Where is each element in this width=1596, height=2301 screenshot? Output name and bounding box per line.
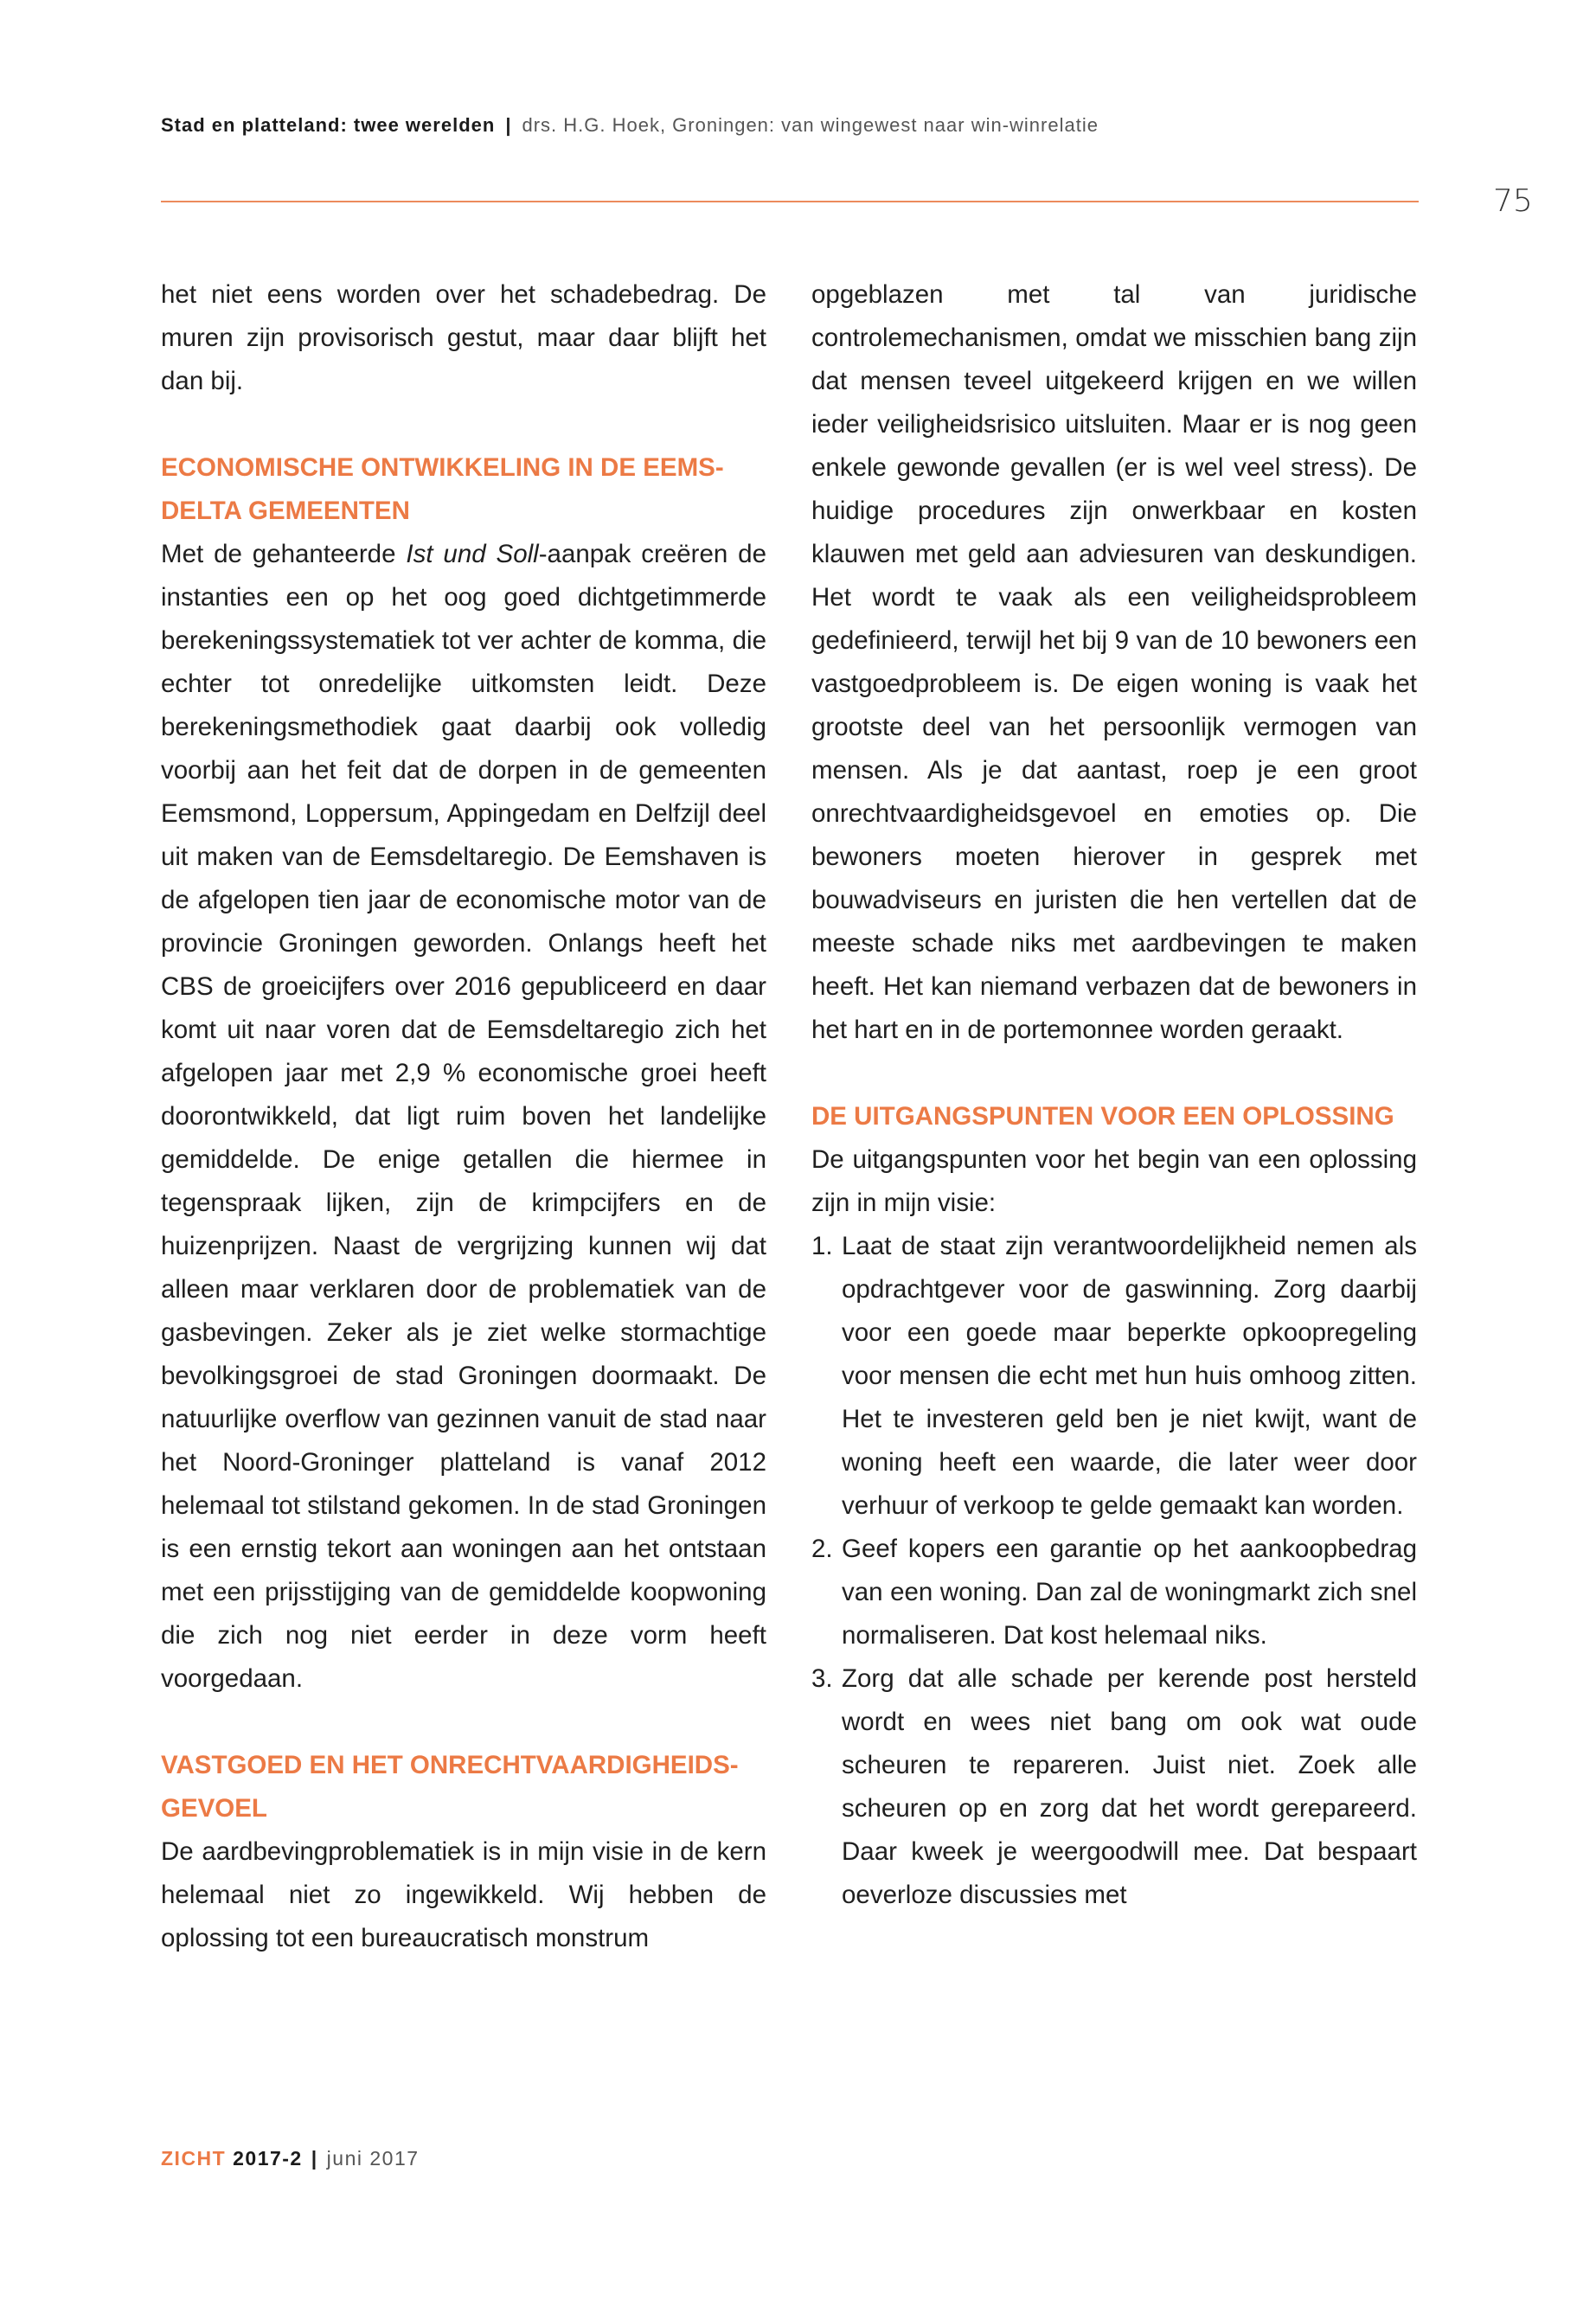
- heading-line: ECONOMISCHE ONTWIKKELING IN DE EEMS-: [161, 453, 724, 482]
- heading-line: GEVOEL: [161, 1794, 267, 1823]
- article-title: drs. H.G. Hoek, Groningen: van wingewest naar win-winrelatie: [522, 114, 1099, 136]
- section-paragraph-economic: [161, 533, 766, 1701]
- footer: [161, 2147, 420, 2170]
- text-run: -aanpak creëren de instanties een op het oog goed dichtgetimmerde berekeningssystematiek tot ver achter de komma, die echter tot onredelijke uitkomsten leidt. Deze berekeningsmethodiek gaat daarbij ook volledig voorbij aan het feit dat de dorpen in de gemeenten Eemsmond, Loppersum, Appingedam en Delfzijl deel uit maken van de Eemsdeltaregio. De Eemshaven is de afgelopen tien jaar de economische motor van de provincie Groningen geworden. Onlangs heeft het CBS de groeicijfers over 2016 gepubliceerd en daar komt uit naar voren dat de Eemsdeltaregio zich het afgelopen jaar met 2,9 % economische groei heeft doorontwikkeld, dat ligt ruim boven het landelijke gemiddelde. De enige getallen die hiermee in tegenspraak lijken, zijn de krimpcijfers en de huizenprijzen. Naast de vergrijzing kunnen wij dat alleen maar verklaren door de problematiek van de gasbevingen. Zeker als je ziet welke stormachtige bevolkingsgroei de stad Groningen doormaakt. De natuurlijke overflow van gezinnen vanuit de stad naar het Noord-Groninger platteland is vanaf 2012 helemaal tot stilstand gekomen. In de stad Groningen is een ernstig tekort aan woningen aan het ontstaan met een prijsstijging van de gemiddelde koopwoning die zich nog niet eerder in deze vorm heeft voorgedaan.: [161, 540, 766, 1693]
- running-header: [161, 114, 1424, 137]
- text-run: Met de gehanteerde: [161, 540, 407, 568]
- issue-date: juni 2017: [326, 2147, 420, 2170]
- continuation-paragraph: opgeblazen met tal van juridische controlemechanismen, omdat we misschien bang zijn dat mensen teveel uitgekeerd krijgen en we willen ieder veiligheidsrisico uitsluiten. Maar er is nog geen enkele gewonde gevallen (er is wel veel stress). De huidige procedures zijn onwerkbaar en kosten klauwen met geld aan adviesuren van deskundigen. Het wordt te vaak als een veiligheidsprobleem gedefinieerd, terwijl het bij 9 van de 10 bewoners een vastgoedprobleem is. De eigen woning is vaak het grootste deel van het persoonlijk vermogen van mensen. Als je dat aantast, roep je een groot onrechtvaardigheidsgevoel en emoties op. Die bewoners moeten hierover in gesprek met bouwadviseurs en juristen die hen vertellen dat de meeste schade niks met aardbevingen te maken heeft. Het kan niemand verbazen dat de bewoners in het hart en in de portemonnee worden geraakt.: [811, 280, 1417, 1044]
- list-number: 2.: [811, 1535, 833, 1563]
- magazine-brand: ZICHT: [161, 2147, 227, 2170]
- footer-separator: |: [311, 2147, 318, 2170]
- section-heading-economic: [161, 446, 766, 533]
- series-title: Stad en platteland: twee werelden: [161, 114, 496, 136]
- list-item: [811, 1528, 1417, 1657]
- italic-term: Ist und Soll: [406, 540, 539, 568]
- heading-line: VASTGOED EN HET ONRECHTVAARDIGHEIDS-: [161, 1751, 739, 1779]
- section-paragraph-property: De aardbevingproblematiek is in mijn visie in de kern helemaal niet zo ingewikkeld. Wij hebben de oplossing tot een bureaucratisch monstrum: [161, 1837, 766, 1952]
- section-heading-property: [161, 1744, 766, 1830]
- intro-paragraph: het niet eens worden over het schadebedrag. De muren zijn provisorisch gestut, maar daar blijft het dan bij.: [161, 280, 766, 395]
- right-column: [811, 273, 1417, 1917]
- spacer: [811, 1052, 1417, 1095]
- list-text: Zorg dat alle schade per kerende post hersteld wordt en wees niet bang om ook wat oude scheuren te repareren. Juist niet. Zoek alle scheuren op en zorg dat het wordt gerepareerd. Daar kweek je weergoodwill mee. Dat bespaart oeverloze discussies met: [842, 1664, 1417, 1909]
- solution-intro: De uitgangspunten voor het begin van een oplossing zijn in mijn visie:: [811, 1145, 1417, 1217]
- list-item: [811, 1225, 1417, 1528]
- page-number: 75: [1493, 183, 1533, 219]
- header-rule: [161, 201, 1419, 202]
- list-item: [811, 1657, 1417, 1917]
- heading-line: DELTA GEMEENTEN: [161, 497, 410, 525]
- list-number: 1.: [811, 1232, 833, 1260]
- spacer: [161, 1701, 766, 1744]
- solution-list: [811, 1225, 1417, 1917]
- list-text: Laat de staat zijn verantwoordelijkheid nemen als opdrachtgever voor de gaswinning. Zorg daarbij voor een goede maar beperkte opkoopregeling voor mensen die echt met hun huis omhoog zitten. Het te investeren geld ben je niet kwijt, want de woning heeft een waarde, die later weer door verhuur of verkoop te gelde gemaakt kan worden.: [842, 1232, 1417, 1520]
- header-separator: |: [505, 114, 512, 136]
- list-text: Geef kopers een garantie op het aankoopbedrag van een woning. Dan zal de woningmarkt zich snel normaliseren. Dat kost helemaal niks.: [842, 1535, 1417, 1650]
- issue-number: 2017-2: [233, 2147, 303, 2170]
- section-heading-solution: DE UITGANGSPUNTEN VOOR EEN OPLOSSING: [811, 1102, 1394, 1131]
- left-column: [161, 273, 766, 1960]
- spacer: [161, 403, 766, 446]
- list-number: 3.: [811, 1664, 833, 1693]
